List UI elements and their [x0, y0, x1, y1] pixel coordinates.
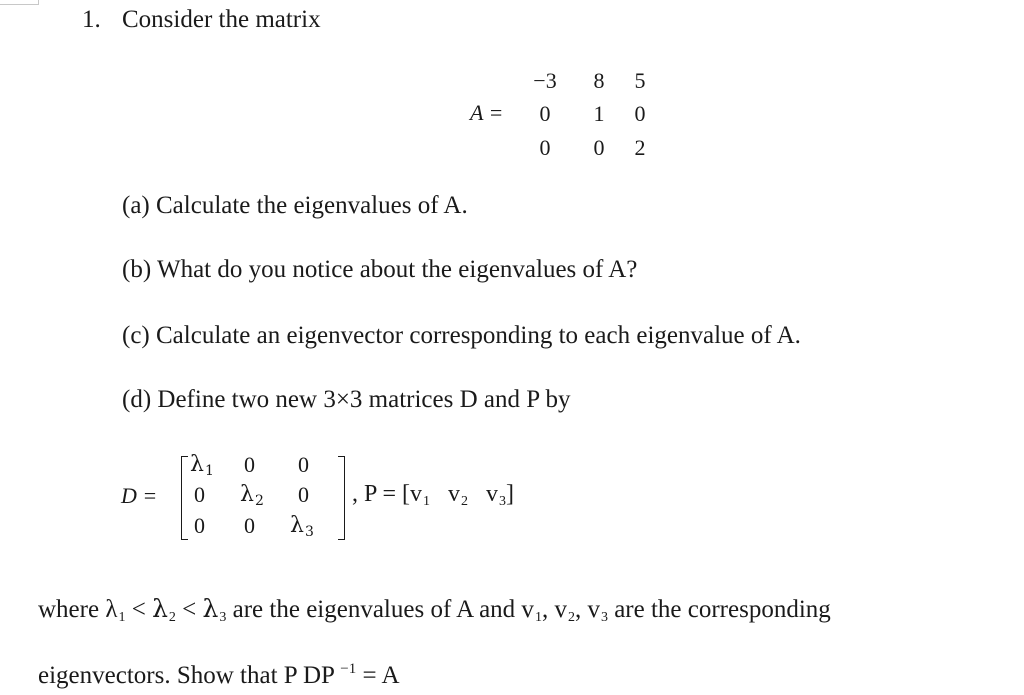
- matrix-d-entry: 0: [244, 513, 255, 538]
- part-a-tag: (a): [122, 192, 150, 219]
- part-d-tag: (d): [122, 386, 152, 413]
- part-b-text: What do you notice about the eigenvalues of A?: [156, 256, 638, 283]
- matrix-d-entry: 0: [298, 452, 309, 477]
- matrix-d-left-bracket: [181, 456, 188, 540]
- closing-line-2: eigenvectors. Show that P DP $^{-1}$ = A: [38, 661, 400, 689]
- part-a: [122, 192, 468, 220]
- matrix-d-entry: $\lambda_3$: [290, 513, 314, 540]
- matrix-a-cell: −3: [533, 68, 557, 93]
- matrix-d-label: D =: [121, 483, 158, 508]
- matrix-d-entry: 0: [244, 452, 255, 477]
- question-number: 1.: [82, 6, 101, 33]
- matrix-a-cell: 0: [539, 135, 551, 160]
- matrix-d-entry: 0: [194, 513, 205, 538]
- question-heading: [82, 6, 321, 34]
- matrix-a-cell: 2: [634, 135, 646, 160]
- part-c: [122, 322, 801, 350]
- matrix-a-cell: 8: [593, 68, 605, 93]
- part-a-text: Calculate the eigenvalues of A.: [156, 192, 468, 219]
- question-title: Consider the matrix: [122, 6, 321, 33]
- matrix-a-cell: 1: [593, 101, 605, 126]
- closing-line-1: where $\lambda_1 < \lambda_2 < \lambda_3$ are the eigenvalues of A and $v_1$, $v_2$, $v_3$ are the corresponding: [38, 594, 831, 625]
- part-d: [122, 386, 570, 414]
- matrix-d-entry: $\lambda_2$: [240, 482, 264, 509]
- matrix-d-entry: 0: [194, 482, 205, 507]
- part-d-text: Define two new 3×3 matrices D and P by: [157, 386, 571, 413]
- part-b: [122, 256, 637, 284]
- matrix-p-definition: , $P = [v_1$ $v_2$ $v_3$]: [352, 481, 514, 509]
- part-b-tag: (b): [122, 256, 152, 283]
- matrix-a-cell: 5: [634, 68, 646, 93]
- matrix-a-cell: 0: [539, 101, 551, 126]
- matrix-d-entry: $\lambda_1$: [190, 452, 214, 479]
- part-c-tag: (c): [122, 322, 150, 349]
- matrix-a-label: A =: [470, 100, 504, 125]
- matrix-a-cell: 0: [634, 101, 646, 126]
- page-corner-mark: [0, 0, 39, 5]
- matrix-a-cell: 0: [593, 135, 605, 160]
- matrix-d-entry: 0: [298, 482, 309, 507]
- matrix-d-right-bracket: [338, 456, 345, 540]
- part-c-text: Calculate an eigenvector corresponding to each eigenvalue of A.: [156, 322, 801, 349]
